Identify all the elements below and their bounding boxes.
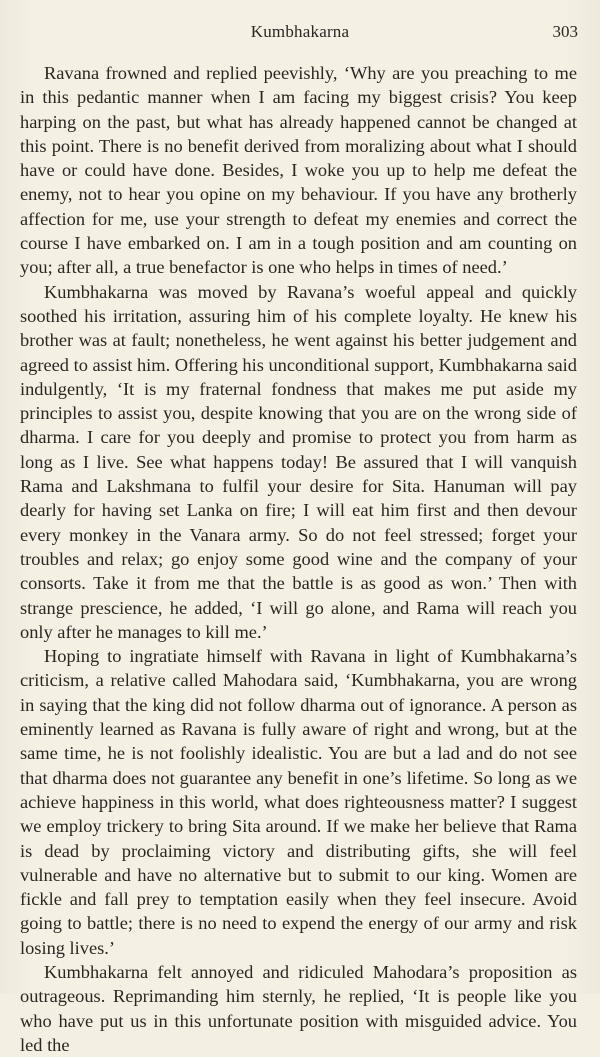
body-text (20, 61, 577, 1057)
running-title: Kumbhakarna (250, 22, 350, 41)
paragraph-kumbhakarna-promise: Kumbhakarna was moved by Ravana’s woeful appeal and quickly soothed his irritation, assuring him of his complete loyalty. He knew his brother was at fault; nonetheless, he went against his better judgement and agreed to assist him. Offering his unconditional support, Kumbhakarna said indulgently, ‘It is my fraternal fondness that makes me put aside my principles to assist you, despite knowing that you are on the wrong side of dharma. I care for you deeply and promise to protect you from harm as long as I live. See what happens today! Be assured that I will vanquish Rama and Lakshmana to fulfil your desire for Sita. Hanuman will pay dearly for having set Lanka on fire; I will eat him first and then devour every monkey in the Vanara army. So do not feel stressed; forget your troubles and relax; go enjoy some good wine and the company of your consorts. Take it from me that the battle is as good as won.’ Then with strange prescience, he added, ‘I will go alone, and Rama will reach you only after he manages to kill me.’ (20, 281, 577, 642)
page-number: 303 (552, 22, 578, 41)
paragraph-kumbhakarna-rebuke: Kumbhakarna felt annoyed and ridiculed Mahodara’s proposition as outrageous. Reprimanding him sternly, he replied, ‘It is people like you who have put us in this unfortunate position with misguided advice. You led the (20, 961, 577, 1055)
running-head (0, 22, 600, 44)
paragraph-mahodara-advice: Hoping to ingratiate himself with Ravana in light of Kumbhakarna’s criticism, a relative called Mahodara said, ‘Kumbhakarna, you are wrong in saying that the king did not follow dharma out of ignorance. A person as eminently learned as Ravana is fully aware of right and wrong, but at the same time, he is not foolishly idealistic. You are but a lad and do not see that dharma does not guarantee any benefit in one’s lifetime. So long as we achieve happiness in this world, what does righteousness matter? I suggest we employ trickery to bring Sita around. If we make her believe that Rama is dead by proclaiming victory and distributing gifts, she will feel vulnerable and have no alternative but to submit to our king. Women are fickle and fall prey to temptation easily when they feel insecure. Avoid going to battle; there is no need to expend the energy of our army and risk losing lives.’ (20, 646, 577, 958)
paragraph-ravana-reply: Ravana frowned and replied peevishly, ‘Why are you preaching to me in this pedantic manner when I am facing my biggest crisis? You keep harping on the past, but what has already happened cannot be changed at this point. There is no benefit derived from moralizing about what I should have or could have done. Besides, I woke you up to help me defeat the enemy, not to hear you opine on my behaviour. If you have any brotherly affection for me, use your strength to defeat my enemies and correct the course I have embarked on. I am in a tough position and am counting on you; after all, a true benefactor is one who helps in times of need.’ (20, 63, 577, 278)
